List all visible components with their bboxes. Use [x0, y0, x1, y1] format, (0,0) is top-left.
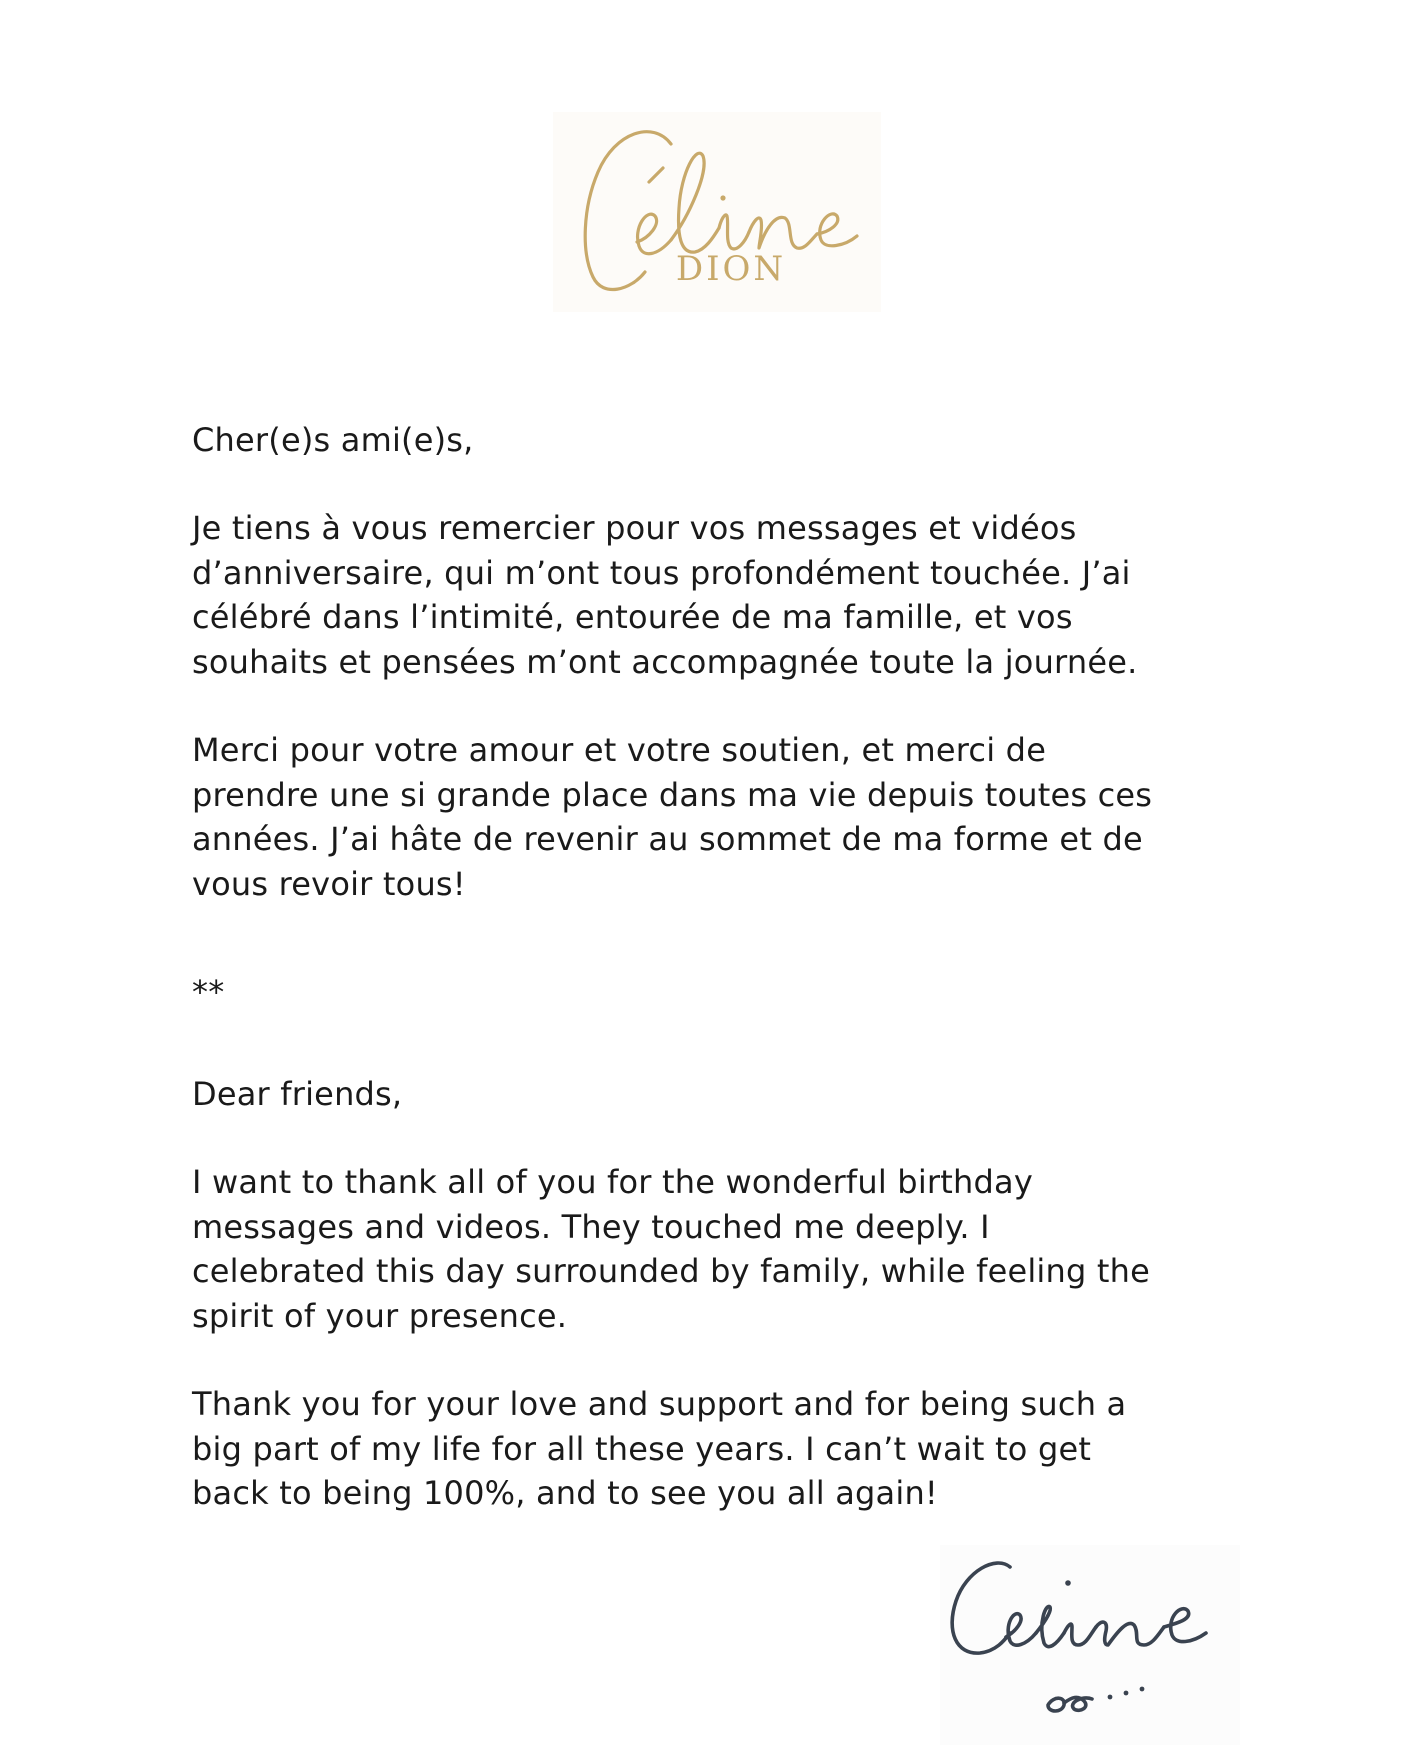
celine-dion-logo — [553, 112, 881, 312]
text-line: années. J’ai hâte de revenir au sommet de ma forme et de — [192, 820, 1143, 858]
signature-graphic — [940, 1545, 1240, 1745]
text-line: Je tiens à vous remercier pour vos messages et vidéos — [192, 509, 1077, 547]
french-paragraph-2 — [192, 728, 1152, 906]
french-greeting: Cher(e)s ami(e)s, — [192, 421, 474, 459]
text-line: spirit of your presence. — [192, 1296, 568, 1335]
text-line: célébré dans l’intimité, entourée de ma famille, et vos — [192, 598, 1073, 636]
logo-brand-text: DION — [675, 249, 787, 289]
text-line: Merci pour votre amour et votre soutien, et merci de — [192, 731, 1047, 769]
language-separator: ** — [192, 973, 225, 1011]
text-line: vous revoir tous! — [192, 864, 466, 903]
handwritten-signature — [940, 1545, 1240, 1745]
english-greeting: Dear friends, — [192, 1075, 403, 1113]
logo-graphic — [553, 112, 881, 312]
text-line: celebrated this day surrounded by family, while feeling the — [192, 1252, 1151, 1290]
text-line: I want to thank all of you for the wonderful birthday — [192, 1163, 1033, 1201]
english-paragraph-1 — [192, 1160, 1150, 1338]
english-paragraph-2 — [192, 1382, 1126, 1516]
text-line: back to being 100%, and to see you all again! — [192, 1474, 938, 1512]
text-line: Thank you for your love and support and for being such a — [192, 1385, 1127, 1423]
text-line: prendre une si grande place dans ma vie depuis toutes ces — [192, 775, 1153, 814]
text-line: souhaits et pensées m’ont accompagnée toute la journée. — [192, 642, 1138, 681]
text-line: messages and videos. They touched me deeply. I — [192, 1207, 990, 1246]
french-paragraph-1 — [192, 506, 1137, 684]
text-line: big part of my life for all these years. I can’t wait to get — [192, 1429, 1092, 1468]
text-line: d’anniversaire, qui m’ont tous profondément touchée. J’ai — [192, 553, 1131, 592]
